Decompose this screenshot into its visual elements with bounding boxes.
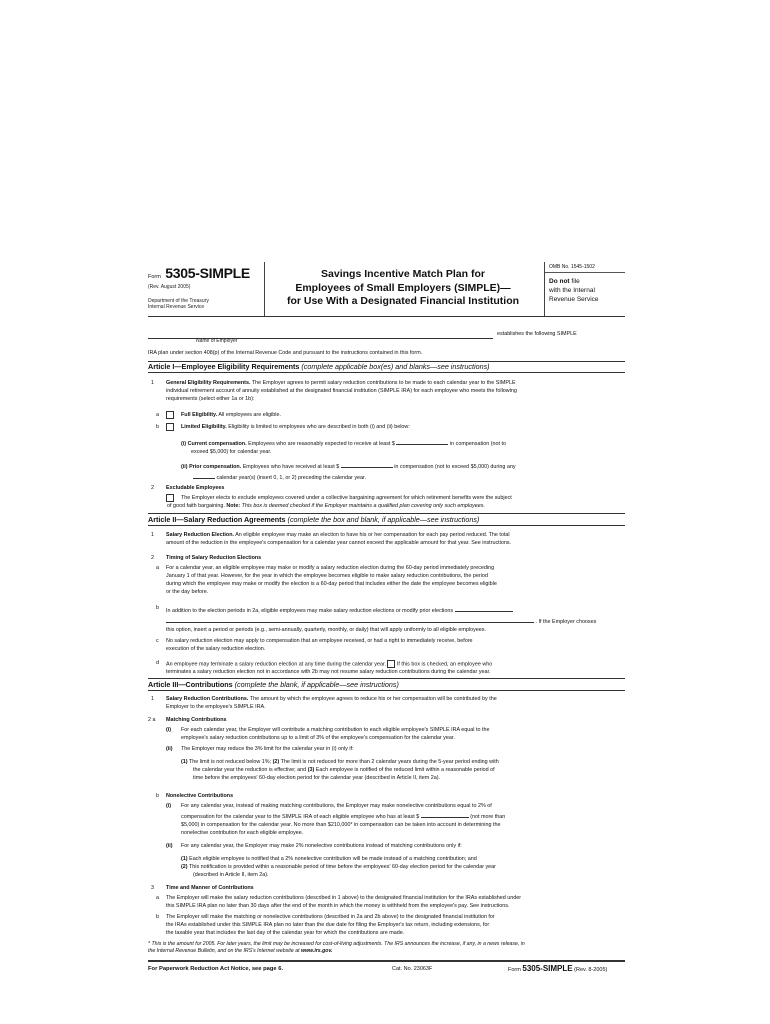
art3-item-1 xyxy=(166,696,626,712)
article-3-title: Article III—Contributions xyxy=(148,680,233,689)
art3-item-1-head: Salary Reduction Contributions. xyxy=(166,696,249,702)
article-1-title: Article I—Employee Eligibility Requirements xyxy=(148,362,300,371)
art2-label-d: d xyxy=(156,660,159,666)
art1-label-a: a xyxy=(156,412,159,418)
footer-rev: (Rev. 8-2005) xyxy=(574,967,608,973)
art3-num-2a: 2 a xyxy=(148,717,156,723)
matching-ii: The Employer may reduce the 3% limit for the calendar year in (i) only if: xyxy=(181,746,354,752)
footnote-line-1: This is the amount for 2005. For later years, the limit may be increased for cost-of-living adjustments. The IRS announces the increase, if any, in a news release, in xyxy=(151,941,525,947)
cond-3-label: (3) xyxy=(307,766,315,773)
current-comp-text-1: Employees who are reasonably expected to receive at least $ xyxy=(248,441,395,447)
footnote xyxy=(148,941,626,955)
ne-cond-2-text-cont: (described in Article II, item 2a). xyxy=(193,871,269,878)
art1-item-1-head: General Eligibility Requirements. xyxy=(166,380,251,386)
art2-2d-line-2: If this box is checked, an employee who xyxy=(396,661,493,668)
art3-item-3b xyxy=(166,914,626,938)
time-manner-head-text: Time and Manner of Contributions xyxy=(166,885,254,891)
nonelective-amount-field[interactable] xyxy=(421,811,469,818)
cond-2-text-cont: the calendar year the reduction is effective; and xyxy=(193,766,307,773)
art3-3b-line-3: the taxable year that includes the last day of the calendar year for which the contributions are made. xyxy=(166,929,405,936)
prior-comp-text-1: Employees who have received at least $ xyxy=(242,464,340,470)
excludable-note-text: This box is deemed checked if the Employer maintains a qualified plan covering only such employees. xyxy=(241,502,485,509)
terminate-election-checkbox[interactable] xyxy=(387,660,395,668)
omb-block xyxy=(545,262,625,304)
article-1-subtitle: (complete applicable box(es) and blanks—see instructions) xyxy=(301,362,490,371)
art3-item-3a xyxy=(166,895,626,911)
full-eligibility-desc: All employees are eligible. xyxy=(218,412,281,418)
election-period-field-2[interactable] xyxy=(166,616,534,623)
cond-1-label: (1) xyxy=(181,759,188,765)
art2-label-b: b xyxy=(156,605,159,611)
matching-head xyxy=(166,717,227,725)
art3-item-1-text-b: Employer to the employee's SIMPLE IRA. xyxy=(166,703,266,710)
full-eligibility-checkbox[interactable] xyxy=(166,411,174,419)
cond-1-text: The limit is not reduced below 1%; xyxy=(189,759,272,765)
art2-num-1: 1 xyxy=(151,532,154,538)
nonelective-i-line-4: nonelective contribution for each eligible employee. xyxy=(181,829,304,836)
header-divider-left xyxy=(264,262,265,316)
art3-3b-line-2: the IRAs established under this SIMPLE IRA plan no later than the due date for filing the Employer's tax return, including extensions, for xyxy=(166,921,490,928)
full-eligibility-text xyxy=(181,412,281,420)
article-1-heading xyxy=(148,362,490,371)
art3-3-label-a: a xyxy=(156,895,159,901)
art1-item-1 xyxy=(166,380,626,404)
article-2-heading xyxy=(148,515,479,524)
art3-bottom-rule xyxy=(148,690,625,691)
footer-form-word: Form xyxy=(508,967,521,973)
art2-item-1-text-a: An eligible employee may make an election to have his or her compensation for each pay period reduced. The total xyxy=(235,532,510,538)
art2-2a-line-3: during which the employee may make or modify the election is a 60-day period that includes either the date the employee becomes eligible xyxy=(166,580,497,587)
do-not-file-note xyxy=(545,273,625,304)
matching-i-label xyxy=(166,727,171,735)
file-line-2: with the Internal xyxy=(549,287,595,294)
footer-form-id xyxy=(508,964,607,973)
agency: Internal Revenue Service xyxy=(148,304,205,310)
current-comp-head: (i) Current compensation. xyxy=(181,441,247,447)
timing-head xyxy=(166,555,261,563)
current-comp-amount-field[interactable] xyxy=(396,438,448,445)
nonelective-ii-label xyxy=(166,843,173,851)
ne-cond-2-label: (2) xyxy=(181,863,188,870)
prior-comp-amount-field[interactable] xyxy=(341,461,393,468)
full-eligibility-head: Full Eligibility. xyxy=(181,412,218,418)
excludable-text-b: of good faith bargaining. xyxy=(167,502,225,509)
art2-item-1-text-b: amount of the reduction in the employee's compensation for a calendar year cannot exceed the applicable amount for that year. See instructions. xyxy=(166,539,512,546)
nonelective-ii-conditions xyxy=(181,856,626,880)
cond-3-text-cont: time before the employees' 60-day election period for the calendar year (described in Article II, item 2a). xyxy=(193,774,441,781)
nonelective-ii: For any calendar year, the Employer may make 2% nonelective contributions instead of matching contributions only if: xyxy=(181,843,462,849)
art1-item-1-text-c: requirements (select either 1a or 1b): xyxy=(166,395,255,402)
art3-3b-line-1: The Employer will make the matching or nonelective contributions (described in 2a and 2b above) to the designated financial institution for xyxy=(166,914,495,920)
excludable-text-a: The Employer elects to exclude employees covered under a collective bargaining agreement for which retirement benefits were the subject xyxy=(181,495,512,501)
paperwork-notice: For Paperwork Reduction Act Notice, see page 6. xyxy=(148,966,284,972)
art1-bottom-rule xyxy=(148,372,625,373)
election-period-field-1[interactable] xyxy=(455,605,513,612)
art3-3a-line-2: this SIMPLE IRA plan no later than 30 days after the end of the month in which the money is withheld from the employee's pay. See instructions. xyxy=(166,902,510,909)
footnote-line-2: the Internal Revenue Bulletin, and on the IRS's Internet website at xyxy=(148,948,300,954)
art1-num-1: 1 xyxy=(151,380,154,386)
current-compensation xyxy=(181,438,626,457)
omb-number: OMB No. 1545-1502 xyxy=(545,262,625,273)
art2-bottom-rule xyxy=(148,525,625,526)
establishes-text: establishes the following SIMPLE xyxy=(497,331,577,337)
art2-2b-line-1: In addition to the election periods in 2a, eligible employees may make salary reduction elections or modify prior elections xyxy=(166,608,454,614)
cond-2-text: The limit is not reduced for more than 2 calendar years during the 5-year period ending with xyxy=(280,759,499,765)
matching-i-num: (i) xyxy=(166,727,172,733)
nonelective-i-line-2b: (not more than xyxy=(470,813,506,820)
art2-item-1-head: Salary Reduction Election. xyxy=(166,532,234,538)
art2-2b-line-3: this option, insert a period or periods (e.g., semi-annually, quarterly, monthly, or daily) that will apply uniformly to all eligible employees. xyxy=(166,626,486,633)
art1-item-1-text-a: The Employer agrees to permit salary reduction contributions to be made to each calendar year to the SIMPLE xyxy=(251,380,516,386)
art3-item-1-text-a: The amount by which the employee agrees to reduce his or her compensation will be contributed by the xyxy=(249,696,497,702)
article-2-subtitle: (complete the box and blank, if applicable—see instructions) xyxy=(287,515,480,524)
ira-plan-text: IRA plan under section 408(p) of the Internal Revenue Code and pursuant to the instructions contained in this form. xyxy=(148,350,423,356)
title-line-3: for Use With a Designated Financial Institution xyxy=(286,295,520,307)
excludable-head-text: Excludable Employees xyxy=(166,485,225,491)
footer-form-number: 5305-SIMPLE xyxy=(522,964,573,973)
matching-ii-label xyxy=(166,746,173,754)
art2-2d-line-3: terminates a salary reduction election not in accordance with 2b may not resume salary reduction contributions during the calendar year. xyxy=(166,669,491,676)
form-title xyxy=(266,268,540,309)
art2-2a-line-1: For a calendar year, an eligible employee may make or modify a salary reduction election during the 60-day period immediately preceding xyxy=(166,565,495,571)
art2-item-2c xyxy=(166,638,626,654)
cond-2-label: (2) xyxy=(272,759,280,765)
nonelective-i-num: (i) xyxy=(166,803,172,809)
nonelective-i-line-2a: compensation for the calendar year to the SIMPLE IRA of each eligible employee who has at least $ xyxy=(181,813,420,820)
nonelective-i xyxy=(181,803,626,838)
limited-eligibility-checkbox[interactable] xyxy=(166,423,174,431)
prior-comp-text-2: in compensation (not to exceed $5,000) during any xyxy=(394,464,516,470)
ne-cond-1-label: (1) xyxy=(181,856,188,862)
excludable-text xyxy=(167,495,626,511)
matching-ii-conditions xyxy=(181,759,626,783)
art1-item-1-text-b: individual retirement account of annuity established at the designated financial institution (SIMPLE IRA) for each employee who meets the following xyxy=(166,387,517,394)
matching-i xyxy=(181,727,626,743)
art2-num-2: 2 xyxy=(151,555,154,561)
current-comp-text-2: in compensation (not to xyxy=(449,441,506,447)
nonelective-i-line-3: $5,000) in compensation for the calendar year. No more than $210,000* in compensation can be taken into account in determining the xyxy=(181,821,501,828)
article-2-title: Article II—Salary Reduction Agreements xyxy=(148,515,286,524)
header-bottom-rule xyxy=(148,316,625,317)
art2-2d-line-1: An employee may terminate a salary reduction election at any time during the calendar year. xyxy=(166,661,386,668)
prior-comp-head: (ii) Prior compensation. xyxy=(181,464,242,470)
art2-top-rule xyxy=(148,513,625,514)
art2-2b-line-2: . If the Employer chooses xyxy=(535,618,597,625)
art1-num-2: 2 xyxy=(151,485,154,491)
art2-2c-line-1: No salary reduction election may apply to compensation that an employee received, or had a right to immediately receive, before xyxy=(166,638,473,644)
nonelective-head xyxy=(166,793,233,801)
ne-cond-2-text: This notification is provided within a reasonable period of time before the employees' 60-day election period for the calendar year xyxy=(189,863,496,870)
nonelective-ii-num: (ii) xyxy=(166,843,173,849)
catalog-number: Cat. No. 23063F xyxy=(392,966,433,972)
matching-ii-num: (ii) xyxy=(166,746,173,752)
art3-3-label-b: b xyxy=(156,914,159,920)
article-3-subtitle: (complete the blank, if applicable—see instructions) xyxy=(234,680,399,689)
art2-item-2b xyxy=(166,605,626,635)
matching-i-line-1: For each calendar year, the Employer will contribute a matching contribution to each eligible employee's SIMPLE IRA equal to the xyxy=(181,727,490,733)
matching-i-line-2: employee's salary reduction contributions up to a limit of 3% of the employee's compensation for the calendar year. xyxy=(181,734,455,741)
exclude-bargaining-checkbox[interactable] xyxy=(166,494,174,502)
art2-2c-line-2: execution of the salary reduction election. xyxy=(166,645,266,652)
cond-3-text: Each employee is notified of the reduced limit within a reasonable period of xyxy=(315,766,495,773)
art2-label-a: a xyxy=(156,565,159,571)
title-line-2: Employees of Small Employers (SIMPLE)— xyxy=(295,281,511,294)
matching-head-text: Matching Contributions xyxy=(166,717,227,723)
footnote-star: * xyxy=(148,941,151,947)
form-label: Form xyxy=(148,274,161,280)
prior-comp-text-3: calendar year(s) (insert 0, 1, or 2) preceding the calendar year. xyxy=(216,474,367,481)
file-word: file xyxy=(571,278,580,285)
art3-3a-line-1: The Employer will make the salary reduction contributions (described in 1 above) to the designated financial institution for the IRAs established under xyxy=(166,895,522,901)
art2-2a-line-2: January 1 of that year. However, for the year in which the employee becomes eligible to make salary reduction contributions, the period xyxy=(166,572,488,579)
time-manner-head xyxy=(166,885,254,893)
form-number: 5305-SIMPLE xyxy=(165,265,250,281)
article-3-heading xyxy=(148,680,399,689)
title-line-1: Savings Incentive Match Plan for xyxy=(321,268,485,280)
irs-website[interactable]: www.irs.gov. xyxy=(300,948,333,954)
limited-eligibility-head: Limited Eligibility. xyxy=(181,424,227,430)
footer-rule xyxy=(148,960,625,962)
prior-comp-years-field[interactable] xyxy=(193,472,215,479)
department: Department of the Treasury xyxy=(148,298,209,304)
revision-date: (Rev. August 2005) xyxy=(148,284,191,290)
art2-item-2d xyxy=(166,660,626,677)
art3-label-b: b xyxy=(156,793,159,799)
current-comp-text-3: exceed $5,000) for calendar year. xyxy=(191,448,272,455)
art3-num-3: 3 xyxy=(151,885,154,891)
limited-eligibility-desc: Eligibility is limited to employees who are described in both (i) and (ii) below: xyxy=(228,424,410,430)
art2-item-2a xyxy=(166,565,626,597)
prior-compensation xyxy=(181,461,626,483)
do-not: Do not xyxy=(549,278,570,285)
form-id-block xyxy=(148,265,262,310)
art1-label-b: b xyxy=(156,424,159,430)
ne-cond-1-text: Each eligible employee is notified that a 2% nonelective contribution will be made instead of a matching contribution; and xyxy=(189,856,477,862)
limited-eligibility-text xyxy=(181,424,410,432)
excludable-note-label: Note: xyxy=(226,502,241,509)
nonelective-head-text: Nonelective Contributions xyxy=(166,793,234,799)
art2-item-1 xyxy=(166,532,626,548)
nonelective-i-label xyxy=(166,803,171,811)
nonelective-i-line-1: For any calendar year, instead of making matching contributions, the Employer may make nonelective contributions equal to 2% of xyxy=(181,803,492,809)
employer-name-label: Name of Employer xyxy=(196,338,238,344)
art3-top-rule xyxy=(148,678,625,679)
art2-label-c: c xyxy=(156,638,159,644)
timing-head-text: Timing of Salary Reduction Elections xyxy=(166,555,262,561)
art2-2a-line-4: or the day before. xyxy=(166,588,209,595)
file-line-3: Revenue Service xyxy=(549,296,599,303)
excludable-employees-head xyxy=(166,485,224,493)
art3-num-1: 1 xyxy=(151,696,154,702)
